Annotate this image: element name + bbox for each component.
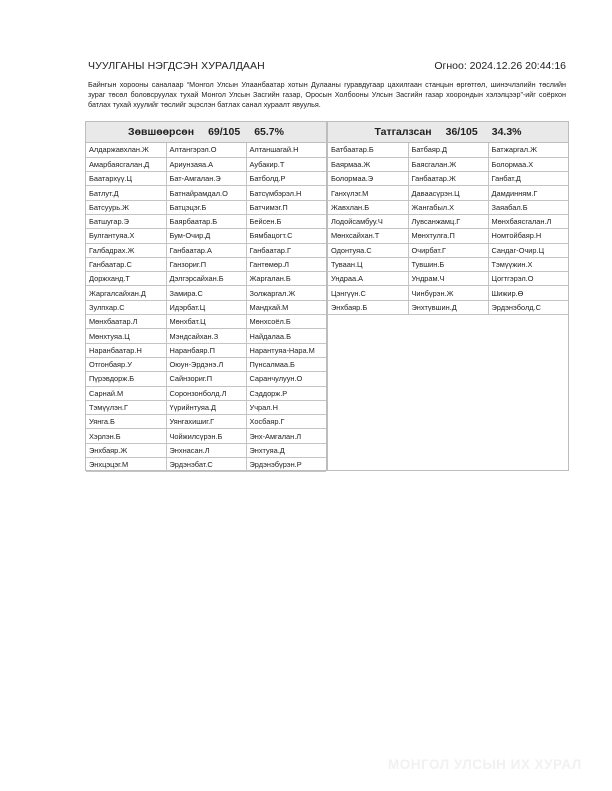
member-name: Сайнзориг.П: [166, 372, 246, 386]
member-name: Пүнсалмаа.Б: [246, 357, 326, 371]
member-name: Үүрийнтуяа.Д: [166, 400, 246, 414]
member-name: Эрдэнэбүрэн.Р: [246, 458, 326, 472]
member-name: Найдалаа.Б: [246, 329, 326, 343]
table-row: [86, 243, 326, 257]
member-name: Чинбүрэн.Ж: [408, 286, 488, 300]
member-name: Мөнхтулга.П: [408, 229, 488, 243]
member-name: Гантөмөр.Л: [246, 257, 326, 271]
member-name: Мөнхбаатар.Л: [86, 315, 166, 329]
member-name: Жангабыл.Х: [408, 200, 488, 214]
member-name: Даваасүрэн.Ц: [408, 186, 488, 200]
member-name: Энхтүвшин.Д: [408, 300, 488, 314]
table-row: [86, 372, 326, 386]
no-votes-header: [328, 122, 568, 143]
table-row: [86, 214, 326, 228]
member-name: Идэрбат.Ц: [166, 300, 246, 314]
table-row: [86, 300, 326, 314]
table-row: [86, 458, 326, 472]
member-name: Батцэцэг.Б: [166, 200, 246, 214]
table-row: [328, 172, 568, 186]
table-row: [328, 157, 568, 171]
member-name: Батжаргал.Ж: [488, 143, 568, 157]
member-name: Батсуурь.Ж: [86, 200, 166, 214]
member-name: Алтангэрэл.О: [166, 143, 246, 157]
member-name: Тувшин.Б: [408, 257, 488, 271]
member-name: Ганзориг.П: [166, 257, 246, 271]
member-name: Батшугар.Э: [86, 214, 166, 228]
member-name: Оюун-Эрдэнэ.Л: [166, 357, 246, 371]
table-row: [86, 272, 326, 286]
member-name: Мөнхбат.Ц: [166, 315, 246, 329]
member-name: Алтаншагай.Н: [246, 143, 326, 157]
member-name: Хосбаяр.Г: [246, 415, 326, 429]
member-name: Эрдэнэболд.С: [488, 300, 568, 314]
member-name: Батсүмбэрэл.Н: [246, 186, 326, 200]
member-name: Уянгахишиг.Г: [166, 415, 246, 429]
member-name: Сэддорж.Р: [246, 386, 326, 400]
member-name: Сандаг-Очир.Ц: [488, 243, 568, 257]
table-row: [86, 315, 326, 329]
member-name: Заяабал.Б: [488, 200, 568, 214]
member-name: Бямбацогт.С: [246, 229, 326, 243]
member-name: Ганбаатар.Ж: [408, 172, 488, 186]
member-name: Наранбаяр.П: [166, 343, 246, 357]
member-name: Лодойсамбуу.Ч: [328, 214, 408, 228]
member-name: Булгантуяа.Х: [86, 229, 166, 243]
table-row: [86, 229, 326, 243]
table-row: [328, 272, 568, 286]
member-name: Золжаргал.Ж: [246, 286, 326, 300]
no-votes-panel: [327, 121, 569, 471]
table-row: [328, 243, 568, 257]
member-name: Амарбаясгалан.Д: [86, 157, 166, 171]
member-name: Чойжилсүрэн.Б: [166, 429, 246, 443]
member-name: Батнайрамдал.О: [166, 186, 246, 200]
vote-description: Байнгын хорооны саналаар “Монгол Улсын Улаанбаатар хотын Дулааны гуравдугаар цахилгаан станцын өргөтгөл, шинэчлэлийн төслийн зураг төсөл боловсруулах тухай Монгол Улсын Засгийн газар, Оросын Холбооны Улсын Засгийн газар хоорондын хэлэлцээр”-ийг соёрхон батлах тухай хуулийг төслийг эцэслэн батлах санал хураалт явуулья.: [88, 80, 566, 110]
table-row: [86, 400, 326, 414]
no-label: Татгалзсан: [374, 126, 432, 138]
member-name: Туваан.Ц: [328, 257, 408, 271]
table-row: [86, 157, 326, 171]
member-name: Очирбат.Г: [408, 243, 488, 257]
member-name: Энх-Амгалан.Л: [246, 429, 326, 443]
member-name: Эрдэнэбат.С: [166, 458, 246, 472]
table-row: [328, 229, 568, 243]
member-name: Энхцэцэг.М: [86, 458, 166, 472]
member-name: Саранчулуун.О: [246, 372, 326, 386]
yes-votes-header: [86, 122, 326, 143]
table-row: [86, 415, 326, 429]
member-name: Мэндсайхан.З: [166, 329, 246, 343]
member-name: Уянга.Б: [86, 415, 166, 429]
member-name: Дамдинням.Г: [488, 186, 568, 200]
table-row: [86, 200, 326, 214]
member-name: Замира.С: [166, 286, 246, 300]
table-row: [328, 186, 568, 200]
member-name: Баатархүү.Ц: [86, 172, 166, 186]
table-row: [328, 286, 568, 300]
yes-votes-panel: [85, 121, 327, 471]
member-name: Бейсен.Б: [246, 214, 326, 228]
member-name: Соронзонболд.Л: [166, 386, 246, 400]
yes-label: Зөвшөөрсөн: [128, 126, 195, 138]
page-title: ЧУУЛГАНЫ НЭГДСЭН ХУРАЛДААН: [88, 60, 265, 72]
table-row: [86, 143, 326, 157]
member-name: Тэмүүжин.Х: [488, 257, 568, 271]
member-name: Ундраа.А: [328, 272, 408, 286]
table-row: [86, 172, 326, 186]
member-name: Наранбаатар.Н: [86, 343, 166, 357]
member-name: Тэмүүлэн.Г: [86, 400, 166, 414]
session-date: Огноо: 2024.12.26 20:44:16: [434, 60, 566, 72]
table-row: [328, 143, 568, 157]
table-row: [86, 386, 326, 400]
member-name: Цогтгэрэл.О: [488, 272, 568, 286]
member-name: Бат-Амгалан.Э: [166, 172, 246, 186]
member-name: Батчимэг.П: [246, 200, 326, 214]
no-percent: 34.3%: [491, 126, 522, 138]
member-name: Мөнхсоёл.Б: [246, 315, 326, 329]
member-name: Энхтуяа.Д: [246, 443, 326, 457]
member-name: Жаргалан.Б: [246, 272, 326, 286]
member-name: Батболд.Р: [246, 172, 326, 186]
table-row: [86, 357, 326, 371]
table-row: [86, 443, 326, 457]
table-row: [86, 329, 326, 343]
table-row: [86, 186, 326, 200]
member-name: Энхбаяр.Б: [328, 300, 408, 314]
member-name: Мөнхсайхан.Т: [328, 229, 408, 243]
member-name: Жавхлан.Б: [328, 200, 408, 214]
table-row: [86, 429, 326, 443]
member-name: Цэнгүүн.С: [328, 286, 408, 300]
member-name: Энхнасан.Л: [166, 443, 246, 457]
member-name: Ганбаатар.А: [166, 243, 246, 257]
member-name: Одонтуяа.С: [328, 243, 408, 257]
member-name: Жаргалсайхан.Д: [86, 286, 166, 300]
member-name: Баярбаатар.Б: [166, 214, 246, 228]
member-name: Аубакир.Т: [246, 157, 326, 171]
table-row: [328, 257, 568, 271]
member-name: Ганбаатар.Г: [246, 243, 326, 257]
member-name: Батбаатар.Б: [328, 143, 408, 157]
member-name: Доржханд.Т: [86, 272, 166, 286]
member-name: Хэрлэн.Б: [86, 429, 166, 443]
member-name: Ганбат.Д: [488, 172, 568, 186]
yes-count: 69/105: [208, 126, 241, 138]
table-row: [86, 286, 326, 300]
member-name: Болормаа.Х: [488, 157, 568, 171]
member-name: Номтойбаяр.Н: [488, 229, 568, 243]
member-name: Дэлгэрсайхан.Б: [166, 272, 246, 286]
member-name: Ариунзаяа.А: [166, 157, 246, 171]
member-name: Энхбаяр.Ж: [86, 443, 166, 457]
no-votes-table: [328, 143, 568, 315]
member-name: Отгонбаяр.У: [86, 357, 166, 371]
member-name: Мөнхбаясгалан.Л: [488, 214, 568, 228]
yes-percent: 65.7%: [254, 126, 284, 138]
member-name: Ундрам.Ч: [408, 272, 488, 286]
member-name: Зулпхар.С: [86, 300, 166, 314]
watermark: МОНГОЛ УЛСЫН ИХ ХУРАЛ: [388, 757, 582, 772]
table-row: [328, 200, 568, 214]
member-name: Ганбаатар.С: [86, 257, 166, 271]
member-name: Нарантуяа-Нара.М: [246, 343, 326, 357]
member-name: Батбаяр.Д: [408, 143, 488, 157]
member-name: Пүрэвдорж.Б: [86, 372, 166, 386]
no-count: 36/105: [445, 126, 478, 138]
table-row: [328, 300, 568, 314]
yes-votes-table: [86, 143, 326, 472]
member-name: Ганхүлэг.М: [328, 186, 408, 200]
member-name: Баярмаа.Ж: [328, 157, 408, 171]
member-name: Баясгалан.Ж: [408, 157, 488, 171]
member-name: Болормаа.Э: [328, 172, 408, 186]
member-name: Алдаржавхлан.Ж: [86, 143, 166, 157]
member-name: Шижир.Ө: [488, 286, 568, 300]
member-name: Батлут.Д: [86, 186, 166, 200]
header: [88, 60, 566, 76]
member-name: Мандхай.М: [246, 300, 326, 314]
member-name: Мөнхтуяа.Ц: [86, 329, 166, 343]
member-name: Учрал.Н: [246, 400, 326, 414]
table-row: [328, 214, 568, 228]
member-name: Бум-Очир.Д: [166, 229, 246, 243]
member-name: Галбадрах.Ж: [86, 243, 166, 257]
table-row: [86, 343, 326, 357]
member-name: Сарнай.М: [86, 386, 166, 400]
table-row: [86, 257, 326, 271]
member-name: Лувсанжамц.Г: [408, 214, 488, 228]
